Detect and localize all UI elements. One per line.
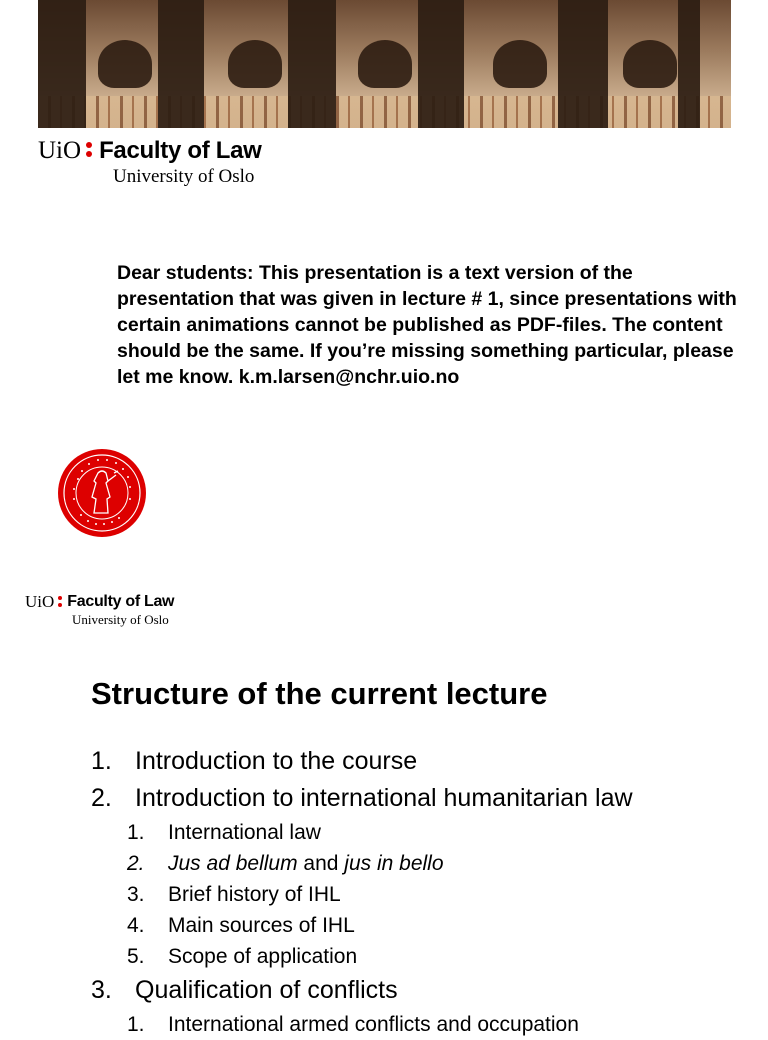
banner-column	[678, 0, 700, 128]
uio-colon-icon	[86, 142, 92, 157]
outline-subitem	[91, 817, 761, 848]
university-seal-icon	[58, 449, 146, 537]
faculty-logo-small	[25, 591, 175, 627]
outline-subitem	[91, 941, 761, 972]
banner-arch-shadow	[98, 40, 152, 88]
outline-number: 5.	[127, 945, 145, 968]
outline-label-italic: Jus ad bellum	[168, 852, 298, 875]
slide-title: Structure of the current lecture	[91, 676, 548, 711]
uio-colon-icon	[58, 596, 62, 607]
outline-label: Main sources of IHL	[168, 914, 355, 937]
uio-wordmark: UiO	[38, 137, 82, 164]
outline-number: 2.	[127, 852, 145, 875]
faculty-name: Faculty of Law	[99, 137, 262, 164]
header-banner-photo	[38, 0, 731, 128]
university-name: University of Oslo	[72, 612, 169, 627]
outline-number: 1.	[127, 1013, 145, 1036]
banner-arch-shadow	[228, 40, 282, 88]
banner-column	[418, 0, 464, 128]
outline-subitem	[91, 1009, 761, 1040]
outline-label	[168, 848, 444, 879]
outline-number: 1.	[91, 747, 112, 775]
outline-label: Qualification of conflicts	[135, 976, 398, 1004]
banner-column	[288, 0, 336, 128]
outline-label: International law	[168, 821, 321, 844]
outline-label: Scope of application	[168, 945, 358, 968]
outline-number: 2.	[91, 784, 112, 812]
outline-label: Introduction to the course	[135, 747, 418, 775]
outline-number: 4.	[127, 914, 145, 937]
outline-number: 3.	[127, 883, 145, 906]
banner-column	[158, 0, 204, 128]
banner-arch-shadow	[623, 40, 677, 88]
outline-subitem	[91, 848, 761, 879]
outline-item	[91, 972, 761, 1009]
outline-item	[91, 780, 761, 817]
outline-label: International armed conflicts and occupation	[168, 1013, 579, 1036]
banner-column	[558, 0, 608, 128]
uio-wordmark: UiO	[25, 592, 55, 611]
banner-frieze	[38, 96, 731, 128]
outline-number: 3.	[91, 976, 112, 1004]
outline-label-connector: and	[297, 852, 345, 875]
faculty-logo	[38, 136, 262, 187]
banner-arch-shadow	[358, 40, 412, 88]
banner-column	[38, 0, 86, 128]
faculty-name: Faculty of Law	[67, 593, 175, 610]
outline-item	[91, 743, 761, 780]
university-name: University of Oslo	[113, 166, 255, 187]
outline-label-italic: jus in bello	[344, 852, 444, 875]
outline-subitem	[91, 879, 761, 910]
outline-subitem	[91, 910, 761, 941]
lecture-outline	[91, 743, 761, 1040]
outline-label: Introduction to international humanitarian law	[135, 784, 633, 812]
notice-paragraph: Dear students: This presentation is a text version of the presentation that was given in lecture # 1, since presentations with certain animations cannot be published as PDF-files. The content should be the same. If you’re missing something particular, please let me know. k.m.larsen@nchr.uio.no	[117, 262, 737, 388]
outline-label: Brief history of IHL	[168, 883, 341, 906]
outline-number: 1.	[127, 821, 145, 844]
banner-arch-shadow	[493, 40, 547, 88]
